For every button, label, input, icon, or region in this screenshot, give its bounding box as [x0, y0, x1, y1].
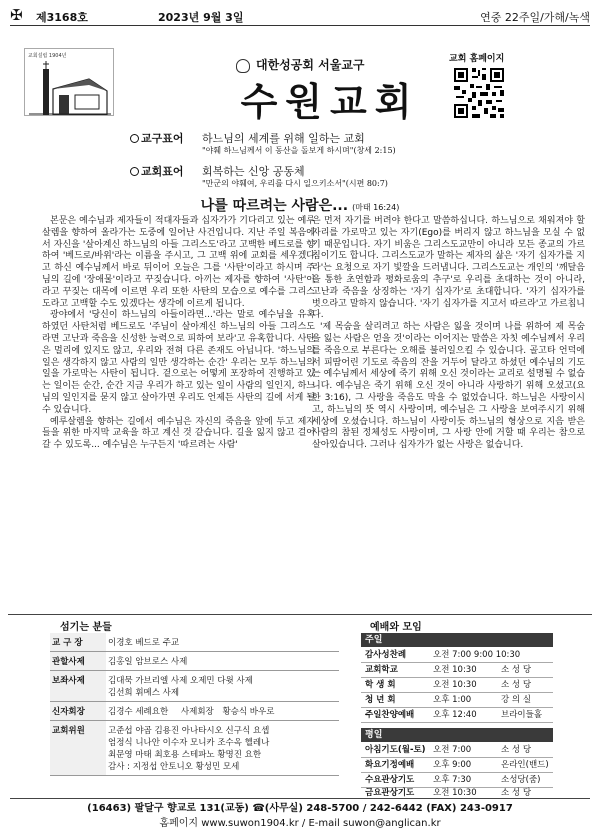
- sermon-reference: (마태 16:24): [352, 203, 400, 212]
- role-label: 교 구 장: [50, 633, 106, 652]
- homepage-label: 교회 홈페이지: [449, 54, 505, 64]
- weekday-header: 평일: [361, 728, 553, 742]
- sermon-title: 나를 따르려는 사람은... (마태 16:24): [200, 198, 400, 214]
- role-names: 엄정식 니나안 이수자 모니카 조수옥 헬레나: [108, 738, 270, 748]
- service-time: 오전 7:00: [433, 745, 472, 755]
- motto-text: 하느님의 세계를 위해 일하는 교회: [202, 132, 365, 145]
- worship-row: [361, 663, 553, 678]
- service-place: 소 성 당: [501, 745, 532, 755]
- service-place: 소 성 당: [501, 665, 532, 675]
- service-name: 청 년 회: [365, 695, 396, 705]
- service-time: 오후 9:00: [433, 760, 472, 770]
- role-label: 신자회장: [50, 702, 106, 721]
- diocese-name: 대한성공회 서울교구: [236, 56, 365, 73]
- issue-bar: [10, 6, 590, 26]
- sermon-paragraph: 은 먼저 자기를 버려야 한다고 말씀하십니다. 하느님으로 채워져야 할 자리를 가로막고 있는 자기(Ego)를 버리지 않고 하느님을 모실 수 없기 때문입니다. 자기 비움은 그리스도교만이 아니라 모든 종교의 가르침이기도 합니다. 그리스도교가 말하는 제자의 삶은 '자기 십자가를 지라'는 요청으로 자기 빛깔을 드러냅니다. 그리스도교는 개인의 '깨달음을 통한 초연함과 평화로움의 추구'로 우리를 초대하는 것이 아니라, 고난과 죽음을 상징하는 '자기 십자가'로 초대합니다. '자기 십자가를 벗으라고 말하지 않습니다. '자기 십자가를 지고서 따르라'고 가르칩니다.: [312, 216, 585, 321]
- role-names: 최문영 마태 최호용 스테파노 황명진 요한: [108, 750, 262, 760]
- service-place: 소 성 당: [501, 680, 532, 690]
- worship-row: [361, 648, 553, 663]
- servers-table: [50, 633, 339, 776]
- motto-verse: "만군의 야훼여, 우리를 다시 일으키소서"(시편 80:7): [202, 179, 388, 188]
- service-name: 화요기정예배: [365, 760, 415, 770]
- worship-row: [361, 678, 553, 693]
- church-name-title: 수원교회: [240, 79, 420, 124]
- role-names: 이경호 베드로 주교: [106, 633, 339, 652]
- worship-row: [361, 693, 553, 708]
- role-names: 황승식 바우로: [222, 707, 275, 717]
- table-row: [50, 671, 339, 702]
- bullet-icon: [130, 134, 139, 143]
- role-names: 김대묵 가브리엘 사제 오제민 다윗 사제: [108, 676, 253, 686]
- church-building-image: [24, 48, 114, 116]
- web-email-line[interactable]: 홈페이지 www.suwon1904.kr / E-mail suwon@anglican.kr: [159, 818, 441, 829]
- service-place: 온라인(밴드): [501, 760, 549, 770]
- sermon-paragraph: 예루살렘을 향하는 길에서 예수님은 자신의 죽음을 앞에 두고 제자들을 위한 마지막 교육을 하고 계신 것 같습니다. 길을 잃지 않고 걸어갈 수 있도록... 예수님은 누구든지 '따르려는 사람': [42, 416, 315, 451]
- service-name: 교회학교: [365, 665, 398, 675]
- role-label: 관할사제: [50, 652, 106, 671]
- role-names: 김홍일 암브로스 사제: [106, 652, 339, 671]
- motto-verse: "야훼 하느님께서 이 동산을 돌보게 하시며"(창세 2:15): [202, 146, 396, 155]
- service-place: 소성당(줌): [501, 775, 541, 785]
- role-label: 사제회장: [180, 707, 214, 717]
- worship-row: [361, 708, 553, 723]
- service-time: 오전 10:30: [433, 665, 477, 675]
- service-name: 감사성찬례: [365, 650, 407, 660]
- service-place: 브라이들홀: [501, 710, 543, 720]
- worship-heading: 예배와 모임: [370, 622, 422, 633]
- role-names: 김경수 세례요한: [108, 707, 169, 717]
- service-place: 소 성 당: [501, 788, 532, 798]
- diocese-seal-icon: [236, 59, 250, 73]
- service-name: 금요관상기도: [365, 788, 415, 798]
- table-row: [50, 721, 339, 776]
- service-time: 오전 10:30: [433, 680, 477, 690]
- founding-caption: 교회설립 1904년: [28, 53, 67, 59]
- service-name: 주일찬양예배: [365, 710, 415, 720]
- qr-code-icon[interactable]: [452, 66, 506, 120]
- table-row: [50, 652, 339, 671]
- role-names: 감사 : 지정섭 안토니오 황성민 모세: [108, 762, 240, 772]
- motto-label: 교회표어: [141, 165, 184, 178]
- service-time: 오후 7:30: [433, 775, 472, 785]
- service-name: 아침기도(월-토): [365, 745, 426, 755]
- service-name: 수요관상기도: [365, 775, 415, 785]
- role-names: 고준섭 야곱 김용진 아나타시오 신구식 요셉: [108, 726, 270, 736]
- service-time: 오전 7:00 9:00 10:30: [433, 650, 521, 660]
- liturgical-season: 연중 22주일/가해/녹색: [480, 11, 590, 24]
- service-time: 오후 12:40: [433, 710, 477, 720]
- sermon-paragraph: 본문은 예수님과 제자들이 적대자들과 십자가가 기다리고 있는 예루살렘을 향하여 올라가는 도중에 일어난 사건입니다. 지난 주일 복음에서 자신을 '살아계신 하느님의 아들 그리스도'라고 고백한 베드로를 향하여 '베드로/바위'라는 이름을 주시고, 그 고백 위에 교회를 세우겠다고 하신 예수님께서 바로 뒤이어 오늘은 그를 '사탄'이라고 하시며 주님의 길에 '장애물'이라고 꾸짖습니다. 아끼는 제자를 향하여 '사탄'이라고 꾸짖는 대목에 이르면 우리 또한 사탄의 모습으로 예수를 그리스도라고 고백할 수도 있겠다는 생각에 이르게 됩니다.: [42, 216, 315, 309]
- role-label: 보좌사제: [50, 671, 106, 702]
- service-time: 오전 10:30: [433, 788, 477, 798]
- section-divider: [8, 614, 592, 615]
- church-building-icon: [29, 61, 111, 115]
- role-label: 교회위원: [50, 721, 106, 776]
- worship-row: [361, 743, 553, 758]
- role-names: 김선희 휘메스 사제: [108, 688, 180, 698]
- sermon-column-left: [42, 216, 315, 452]
- servers-heading: 섬기는 분들: [60, 622, 112, 633]
- sermon-column-right: [312, 216, 585, 452]
- issue-date: 2023년 9월 3일: [158, 11, 244, 24]
- address-line: (16463) 팔달구 향교로 131(교동) ☎(사무실) 248-5700 / 242-6442 (FAX) 243-0917: [87, 803, 513, 814]
- worship-row: [361, 773, 553, 788]
- motto-label: 교구표어: [141, 132, 184, 145]
- cross-icon: ✠: [10, 6, 23, 24]
- service-place: 강 의 실: [501, 695, 532, 705]
- table-row: [50, 702, 339, 721]
- worship-row: [361, 788, 553, 798]
- service-time: 오후 1:00: [433, 695, 472, 705]
- worship-row: [361, 758, 553, 773]
- bullet-icon: [130, 167, 139, 176]
- table-row: [50, 633, 339, 652]
- sunday-header: 주일: [361, 633, 553, 647]
- sermon-paragraph: '제 목숨을 살리려고 하는 사람은 잃을 것이며 나를 위하여 제 목숨을 잃는 사람은 얻을 것'이라는 이어지는 말씀은 자칫 예수님께서 우리를 죽음으로 부른다는 오해를 불러일으킬 수 있습니다. 골고타 언덕에서 피땀어린 기도로 죽음의 잔을 거두어 달라고 하셨던 예수님의 기도는 예수님께서 세상에 죽기 위해 오신 것이라는 교리로 설명될 수 없습니다. 예수님은 죽기 위해 오신 것이 아니라 사랑하기 위해 오셨고(요한 3:16), 그 사랑을 죽음도 막을 수 없었습니다. 하느님은 사랑이시고, 하느님의 뜻 역시 사랑이며, 예수님은 그 사랑을 보여주시기 위해 세상에 오셨습니다. 하느님이 사랑이듯 하느님의 형상으로 지음 받은 사람의 참된 정체성도 사랑이며, 그 사랑 안에 거할 때 우리는 참으로 살아있습니다. 그러나 십자가가 없는 사랑은 없습니다.: [312, 322, 585, 451]
- issue-number: 제3168호: [36, 11, 88, 24]
- contact-footer: [10, 798, 590, 831]
- service-name: 학 생 회: [365, 680, 396, 690]
- sermon-paragraph: 광야에서 '당신이 하느님의 아들이라면...'라는 말로 예수님을 유혹하였던 사탄처럼 베드로도 '주님이 살아계신 하느님의 아들 그리스도라면 고난과 죽음을 신성한 능력으로 피하여 보라'고 유혹합니다. 사탄은 멀리에 있지도 않고, 우리와 전혀 다른 존재도 아닙니다. '하느님의 일은 생각하지 않고 사람의 일만 생각하는 순간' 우리는 모두 하느님의 일을 가로막는 사탄이 됩니다. 겉으로는 어떻게 포장하여 진행하고 있는 일이든 순간, 순간 지금 우리가 하고 있는 일이 사람의 일인지, 하느님의 일인지를 묻지 않고 살아가면 우리도 언제든 사탄의 길에 서게 될 수 있습니다.: [42, 310, 315, 415]
- motto-text: 회복하는 신앙 공동체: [202, 165, 305, 178]
